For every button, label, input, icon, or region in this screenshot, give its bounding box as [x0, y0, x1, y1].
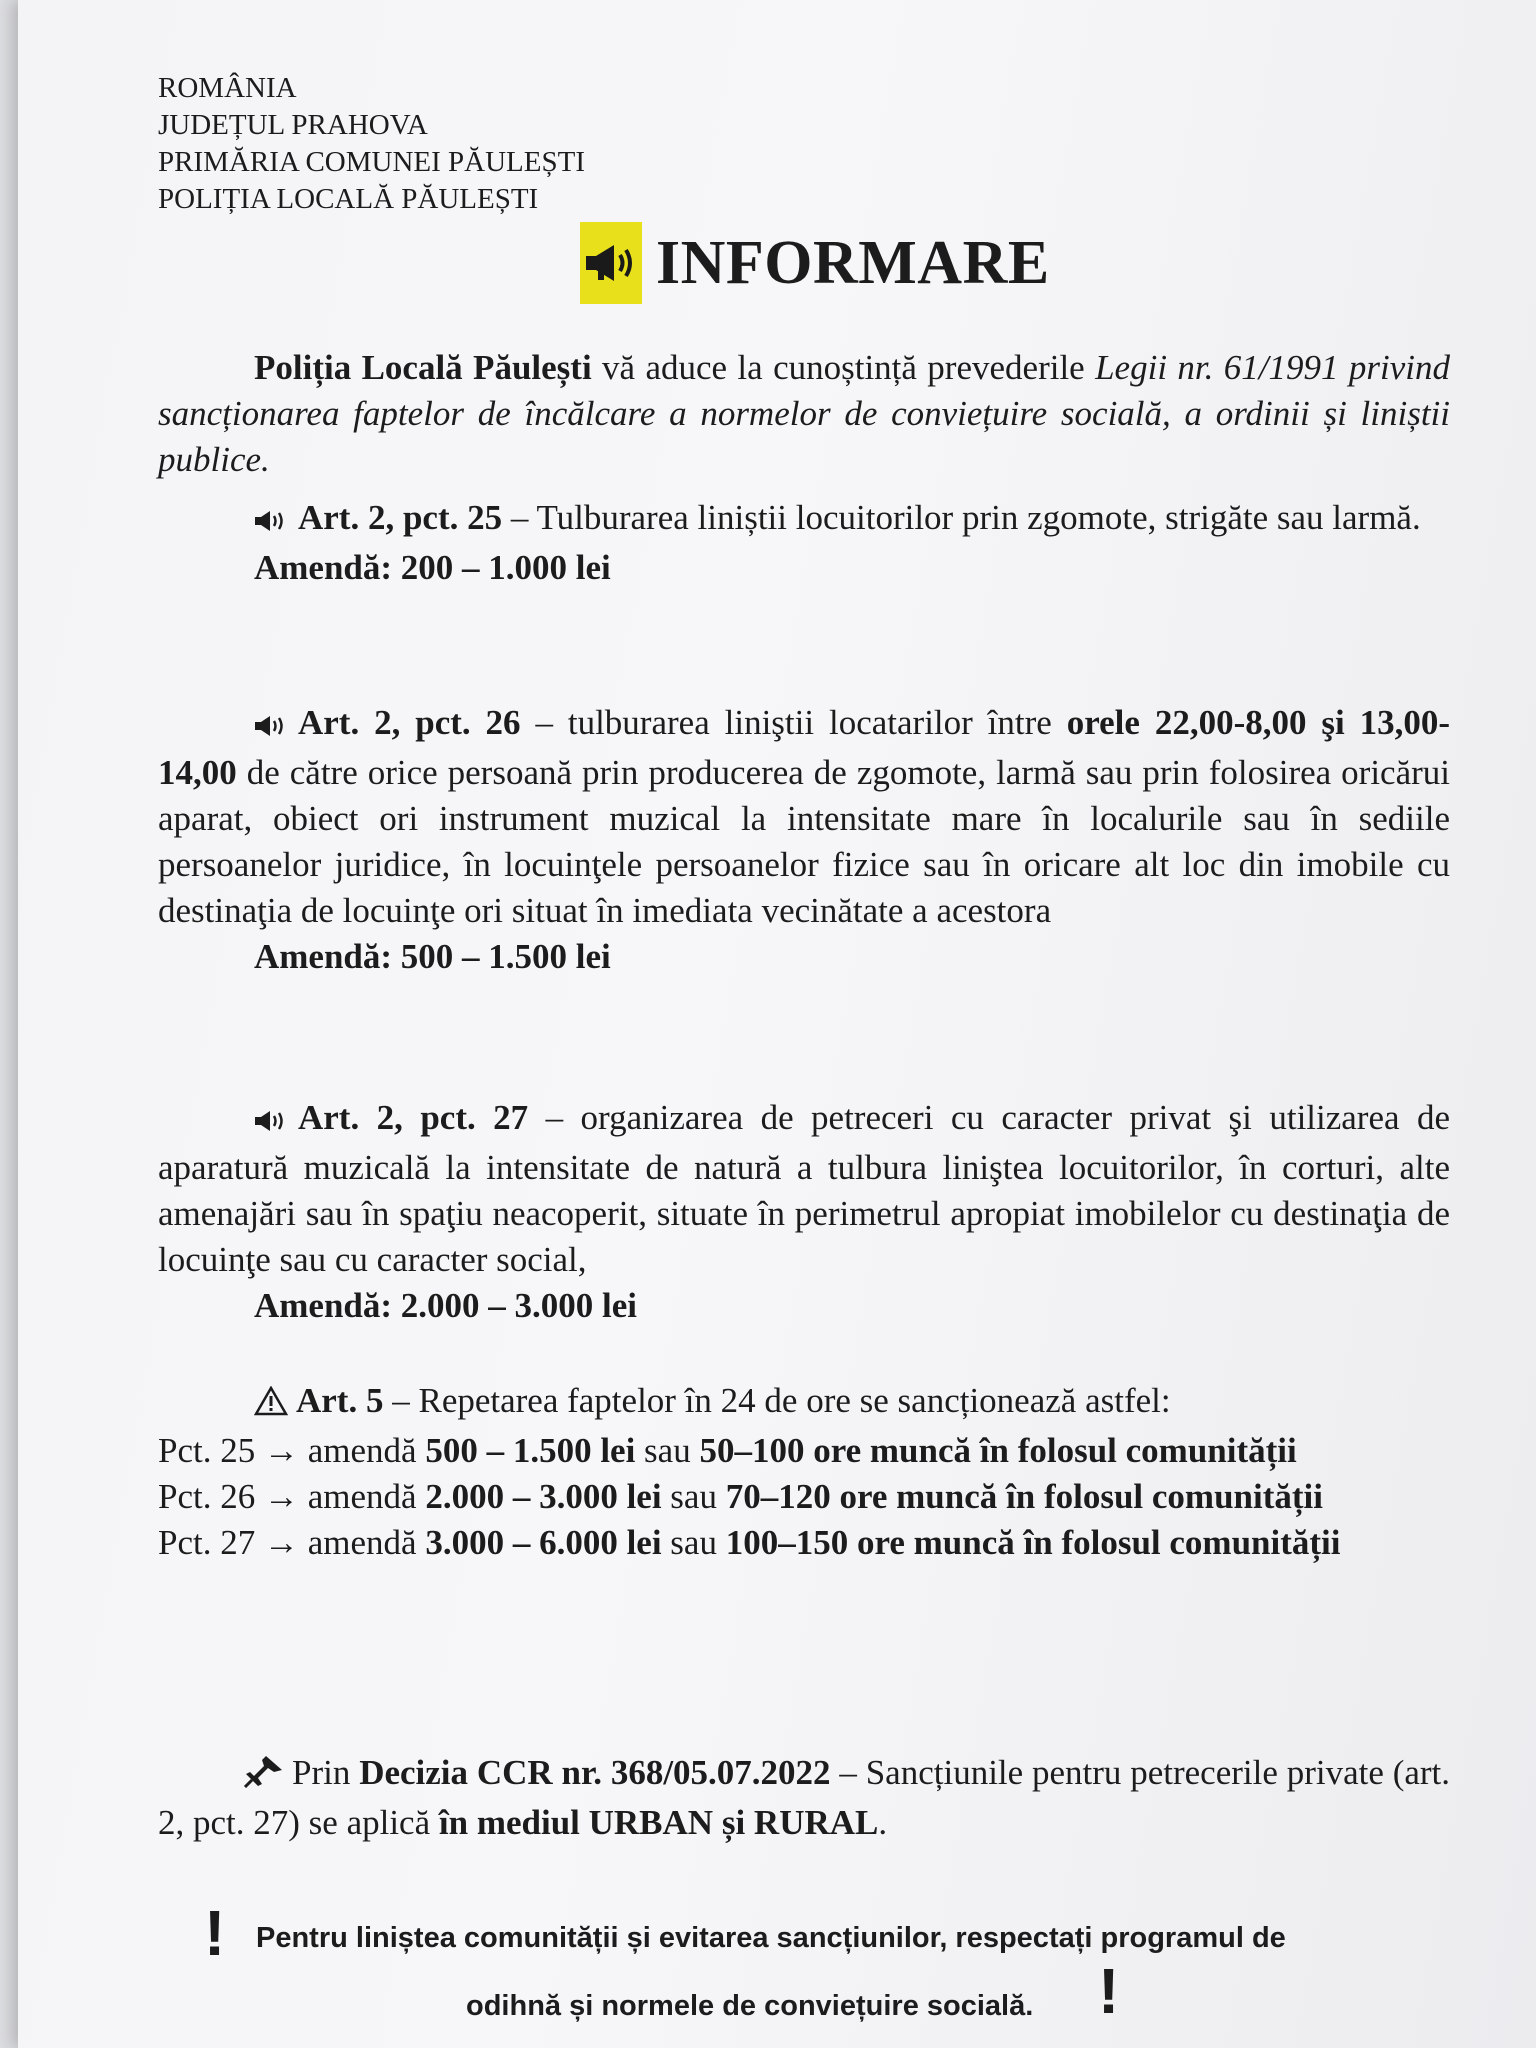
repeat-row-pct: Pct. 26 → amendă [158, 1477, 417, 1516]
article-25-text: – Tulburarea liniștii locuitorilor prin zgomote, strigăte sau larmă. [510, 498, 1421, 537]
header-line-townhall: PRIMĂRIA COMUNEI PĂULEȘTI [158, 146, 585, 178]
issuer-header [158, 70, 585, 218]
title-text: INFORMARE [656, 228, 1050, 297]
repeat-row-or: sau [644, 1431, 691, 1470]
speaker-icon [254, 704, 290, 750]
article-27-ref: Art. 2, pct. 27 [298, 1098, 529, 1137]
repeat-row-pct: Pct. 27 → amendă [158, 1523, 417, 1562]
ccr-end: . [878, 1803, 888, 1842]
ccr-prefix: Prin [292, 1753, 351, 1792]
exclamation-icon: ! [1098, 1955, 1120, 2027]
exclamation-icon: ! [204, 1897, 226, 1969]
article-26-text-a: – tulburarea liniştii locatarilor între [535, 703, 1052, 742]
repeat-row-pct: Pct. 25 → amendă [158, 1431, 417, 1470]
repeat-row-or: sau [670, 1523, 717, 1562]
repeat-row-hours: 100–150 ore muncă în folosul comunității [725, 1523, 1341, 1562]
article-25-fine: Amendă: 200 – 1.000 lei [254, 548, 611, 587]
article-26-ref: Art. 2, pct. 26 [298, 703, 521, 742]
ccr-decision-name: Decizia CCR nr. 368/05.07.2022 [359, 1753, 831, 1792]
ccr-text: – Sancțiunile pentru petrecerile private (art. 2, pct. 27) se aplică [158, 1753, 1451, 1842]
closing-line-1: Pentru liniștea comunității și evitarea sancțiunilor, respectați programul de [256, 1922, 1286, 1954]
repeat-row-hours: 70–120 ore muncă în folosul comunității [725, 1477, 1323, 1516]
speaker-icon [254, 1099, 290, 1145]
article-26-fine: Amendă: 500 – 1.500 lei [254, 937, 611, 976]
pushpin-icon [244, 1754, 284, 1800]
megaphone-icon [580, 222, 642, 304]
article-5-repeat [158, 1378, 1450, 1566]
repeat-row-hours: 50–100 ore muncă în folosul comunității [699, 1431, 1297, 1470]
repeat-row-or: sau [670, 1477, 717, 1516]
repeat-row-amount: 500 – 1.500 lei [425, 1431, 636, 1470]
repeat-row-amount: 3.000 – 6.000 lei [425, 1523, 662, 1562]
intro-paragraph [158, 345, 1450, 483]
ccr-decision [158, 1750, 1450, 1846]
repeat-row-amount: 2.000 – 3.000 lei [425, 1477, 662, 1516]
repeat-row [158, 1474, 1450, 1520]
notice-paper [18, 0, 1536, 2048]
speaker-icon [254, 499, 290, 545]
article-5-ref: Art. 5 [296, 1381, 384, 1420]
article-27 [158, 1095, 1450, 1329]
intro-subject: Poliția Locală Păulești [254, 348, 592, 387]
article-27-text: – organizarea de petreceri cu caracter privat şi utilizarea de aparatură muzicală la intensitate de natură a tulbura liniştea locuitorilor, în corturi, alte amenajări sau în spaţiu neacoperit, situate în perimetrul apropiat imobilelor cu destinaţia de locuinţe sau cu caracter social, [158, 1098, 1450, 1279]
closing-line-2: odihnă și normele de conviețuire socială. [466, 1990, 1034, 2022]
article-27-fine: Amendă: 2.000 – 3.000 lei [254, 1286, 638, 1325]
warning-icon [254, 1382, 288, 1428]
intro-text: vă aduce la cunoștință prevederile [602, 348, 1085, 387]
article-26 [158, 700, 1450, 980]
header-line-country: ROMÂNIA [158, 72, 297, 104]
header-line-police: POLIȚIA LOCALĂ PĂULEȘTI [158, 183, 539, 215]
ccr-scope: în mediul URBAN și RURAL [438, 1803, 879, 1842]
article-26-text-b: de către orice persoană prin producerea de zgomote, larmă sau prin folosirea oricărui aparat, obiect ori instrument muzical la intensitate mare în localurile sau în sediile persoanelor juridice, în locuinţele persoanelor fizice sau în oricare alt loc din imobile cu destinaţia de locuinţe ori situat în imediata vecinătate a acestora [158, 753, 1450, 930]
header-line-county: JUDEȚUL PRAHOVA [158, 109, 428, 141]
repeat-row [158, 1520, 1450, 1566]
article-25-ref: Art. 2, pct. 25 [298, 498, 503, 537]
notice-title [580, 222, 1050, 304]
article-26-hours: orele 22,00-8,00 şi 13,00-14,00 [158, 703, 1451, 792]
repeat-row [158, 1428, 1450, 1474]
article-25 [158, 495, 1450, 591]
article-5-text: – Repetarea faptelor în 24 de ore se sancționează astfel: [392, 1381, 1171, 1420]
intro-law: Legii nr. 61/1991 privind sancționarea faptelor de încălcare a normelor de conviețuire socială, a ordinii și liniștii publice. [158, 348, 1450, 479]
